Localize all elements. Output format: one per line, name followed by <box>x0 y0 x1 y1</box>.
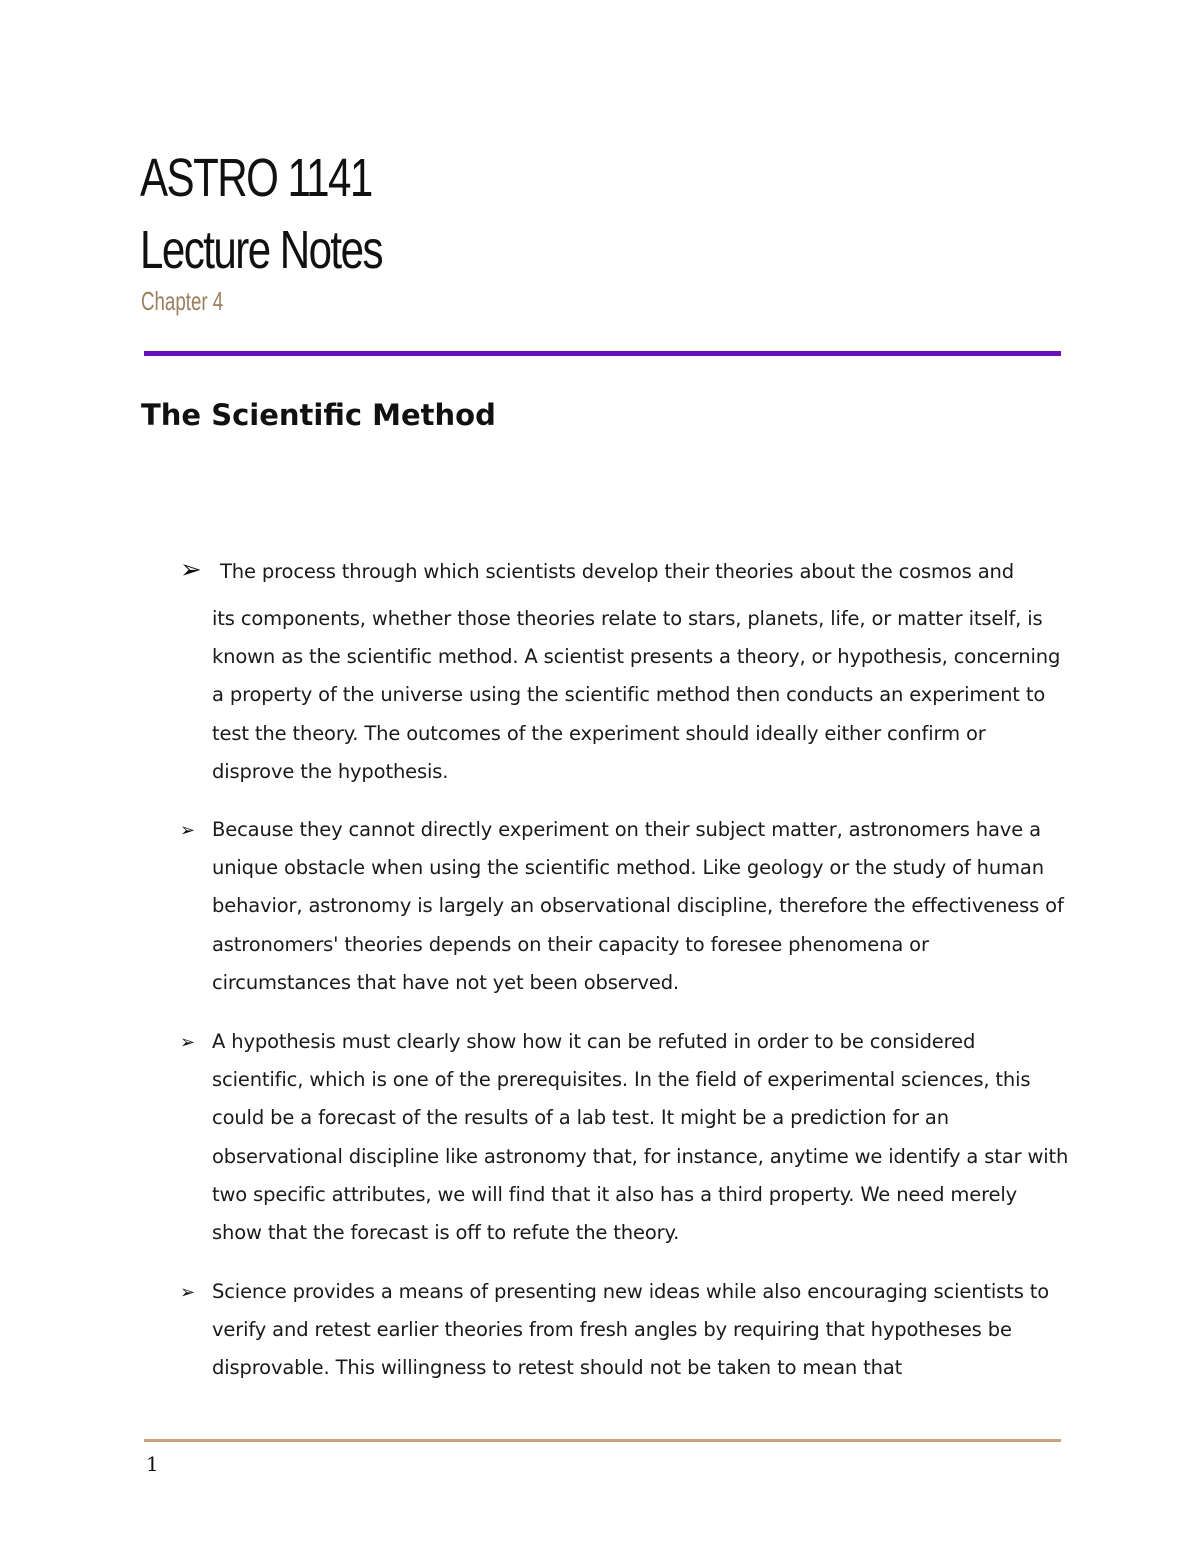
bullet-2-text: Because they cannot directly experiment on their subject matter, astronomers have a unique obstacle when using the scientific method. Like geology or the study of human behavior, astronomy is largely an observational discipline, therefore the effectiveness of astronomers' theories depends on their capacity to foresee phenomena or circumstances that have not yet been observed. <box>212 818 1064 994</box>
bullet-arrow-icon: ➢ <box>180 1032 196 1053</box>
section-heading: The Scientific Method <box>141 398 496 432</box>
document-subtitle: Lecture Notes <box>140 220 382 280</box>
bullet-1-text: its components, whether those theories relate to stars, planets, life, or matter itself, is known as the scientific method. A scientist presents a theory, or hypothesis, concerning a property of the universe using the scientific method then conducts an experiment to test the theory. The outcomes of the experiment should ideally either confirm or disprove the hypothesis. <box>212 607 1061 783</box>
header-divider <box>144 351 1061 356</box>
bullet-arrow-icon: ➢ <box>180 555 202 585</box>
page-number: 1 <box>146 1452 159 1476</box>
bullet-4-text: Science provides a means of presenting new ideas while also encouraging scientists to verify and retest earlier theories from fresh angles by requiring that hypotheses be disprovable. This willingness to retest should not be taken to mean that <box>212 1280 1050 1380</box>
bullet-1-first-line: The process through which scientists develop their theories about the cosmos and <box>220 560 1014 583</box>
bullet-arrow-icon: ➢ <box>180 1282 196 1303</box>
course-title: ASTRO 1141 <box>140 148 372 208</box>
chapter-label: Chapter 4 <box>141 286 224 316</box>
bullet-3-text: A hypothesis must clearly show how it can be refuted in order to be considered scientific, which is one of the prerequisites. In the field of experimental sciences, this could be a forecast of the results of a lab test. It might be a prediction for an observational discipline like astronomy that, for instance, anytime we identify a star with two specific attributes, we will find that it also has a third property. We need merely show that the forecast is off to refute the theory. <box>212 1030 1069 1245</box>
bullet-arrow-icon: ➢ <box>180 820 196 841</box>
footer-divider <box>144 1439 1061 1442</box>
